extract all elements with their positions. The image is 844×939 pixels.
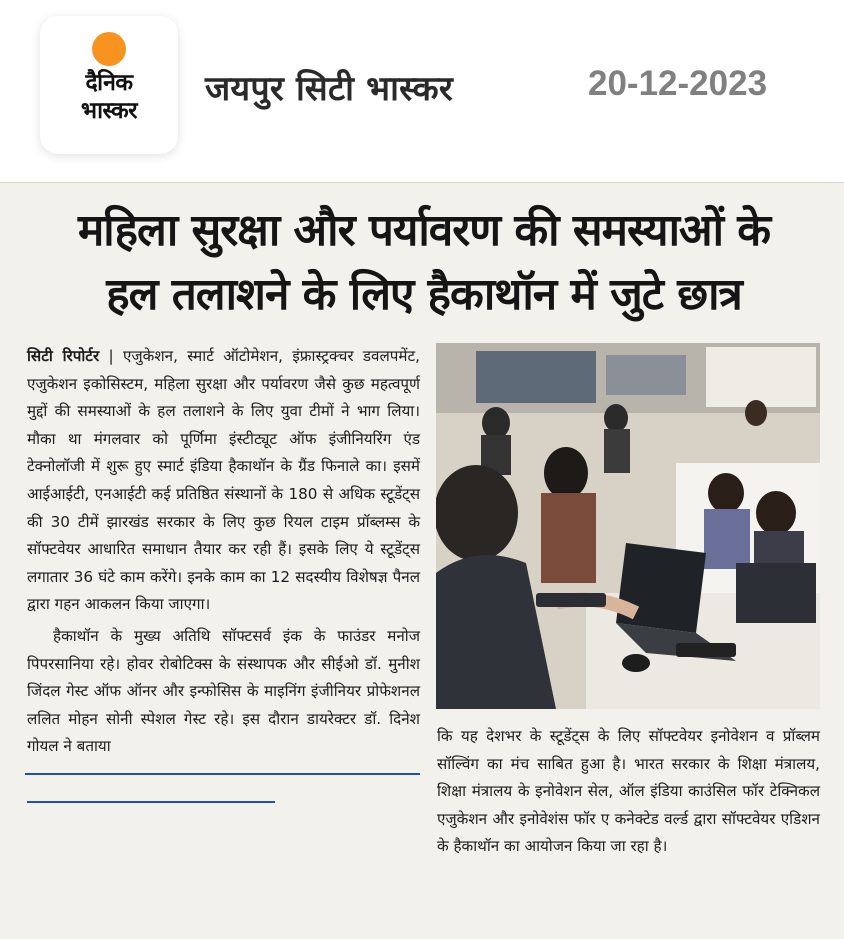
app-header [0, 0, 844, 170]
article-paragraph-1 [27, 343, 420, 619]
dainik-bhaskar-logo [40, 16, 178, 154]
headline-line1: महिला सुरक्षा और पर्यावरण की समस्याओं के [77, 205, 771, 256]
byline: सिटी रिपोर्टर [27, 347, 100, 365]
photo-illustration [436, 343, 820, 709]
article-left-column [27, 343, 420, 761]
article-right-column [437, 723, 820, 861]
logo-text-line1: दैनिक [85, 70, 133, 96]
headline-line2: हल तलाशने के लिए हैकाथॉन में जुटे छात्र [106, 269, 742, 320]
article-clipping [0, 182, 844, 939]
paragraph-1-text: एजुकेशन, स्मार्ट ऑटोमेशन, इंफ्रास्ट्रक्चर डवलपमेंट, एजुकेशन इकोसिस्टम, महिला सुरक्षा और पर्यावरण जैसे कुछ महत्वपूर्ण मुद्दों की समस्याओं के हल तलाशने के लिए युवा टीमों ने भाग लिया। मौका था मंगलवार को पूर्णिमा इंस्टीट्यूट ऑफ इंजीनियरिंग एंड टेक्नोलॉजी में शुरू हुए स्मार्ट इंडिया हैकाथॉन के ग्रैंड फिनाले का। इसमें आईआईटी, एनआईटी कई प्रतिष्ठित संस्थानों के 180 से अधिक स्टूडेंट्स की 30 टीमें झारखंड सरकार के लिए कुछ रियल टाइम प्रॉब्लम्स के सॉफ्टवेयर आधारित समाधान तैयार कर रही हैं। इसके लिए ये स्टूडेंट्स लगातार 36 घंटे काम करेंगे। इनके काम का 12 सदस्यीय विशेषज्ञ पैनल द्वारा गहन आकलन किया जाएगा। [27, 347, 420, 614]
highlight-underline-2 [27, 801, 275, 803]
publication-date: 20-12-2023 [588, 64, 768, 103]
article-paragraph-2: हैकाथॉन के मुख्य अतिथि सॉफ्टसर्व इंक के फाउंडर मनोज पिपरसानिया रहे। होवर रोबोटिक्स के संस्थापक और सीईओ डॉ. मुनीश जिंदल गेस्ट ऑफ ऑनर और इन्फोसिस के माइनिंग इंजीनियर प्रोफेशनल ललित मोहन सोनी स्पेशल गेस्ट रहे। इस दौरान डायरेक्टर डॉ. दिनेश गोयल ने बताया [27, 626, 420, 756]
highlight-underline-1 [25, 773, 420, 775]
sun-logo-icon [92, 32, 126, 66]
hackathon-students-photo [436, 343, 820, 709]
article-paragraph-3: कि यह देशभर के स्टूडेंट्स के लिए सॉफ्टवेयर इनोवेशन व प्रॉब्लम सॉल्विंग का मंच साबित हुआ है। भारत सरकार के शिक्षा मंत्रालय, शिक्षा मंत्रालय के इनोवेशन सेल, ऑल इंडिया काउंसिल फॉर टेक्निकल एजुकेशन और इनोवेशंस फॉर ए कनेक्टेड वर्ल्ड द्वारा सॉफ्टवेयर एडिशन के हैकाथॉन का आयोजन किया जा रहा है। [437, 727, 820, 856]
logo-text-line2: भास्कर [80, 98, 138, 124]
edition-title: जयपुर सिटी भास्कर [205, 69, 453, 109]
byline-separator: | [99, 347, 123, 365]
